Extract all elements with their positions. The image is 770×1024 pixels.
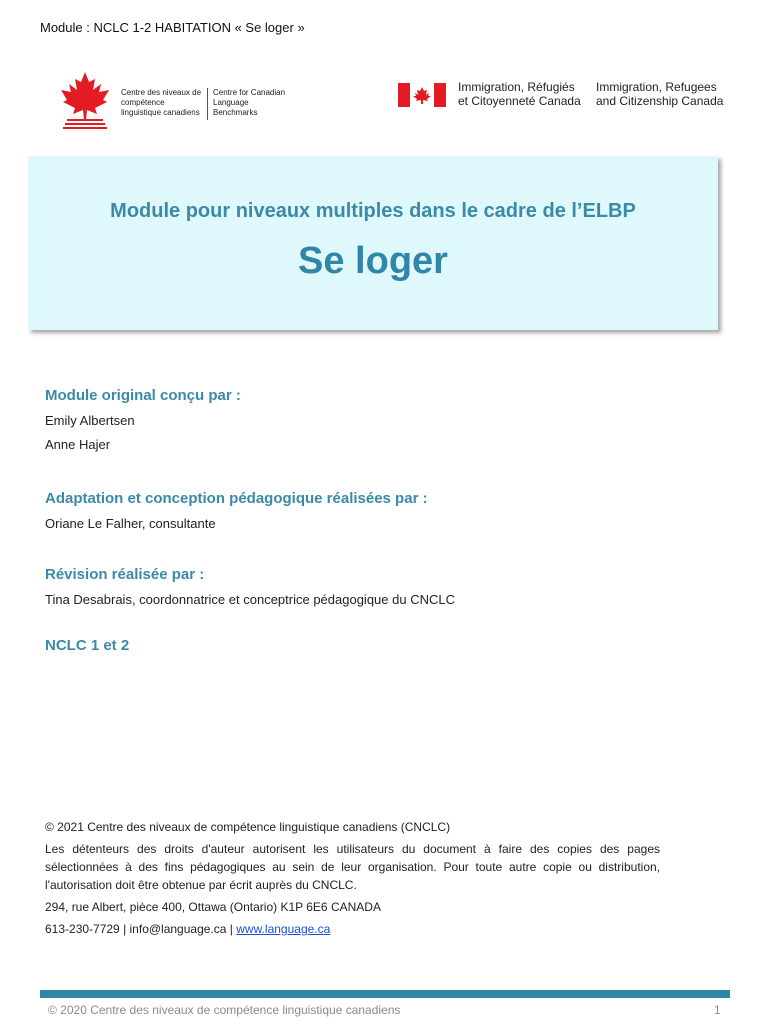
original-author-1: Emily Albertsen xyxy=(45,413,135,428)
module-header: Module : NCLC 1-2 HABITATION « Se loger » xyxy=(40,20,305,35)
revision-author: Tina Desabrais, coordonnatrice et conceptrice pédagogique du CNCLC xyxy=(45,592,455,607)
levels-heading: NCLC 1 et 2 xyxy=(45,637,130,654)
contact-line xyxy=(45,920,660,938)
cclb-logo xyxy=(55,70,295,130)
footer-bar xyxy=(40,990,730,998)
address-line: 294, rue Albert, pièce 400, Ottawa (Ontario) K1P 6E6 CANADA xyxy=(45,900,381,914)
contact-info: 613-230-7729 | info@language.ca | xyxy=(45,922,237,936)
cclb-name-fr: Centre des niveaux de compétence linguistique canadiens xyxy=(121,88,202,117)
adaptation-heading: Adaptation et conception pédagogique réalisées par : xyxy=(45,490,428,507)
original-heading: Module original conçu par : xyxy=(45,387,241,404)
footer-text: © 2020 Centre des niveaux de compétence linguistique canadiens xyxy=(48,1003,401,1017)
copyright-block xyxy=(45,818,660,942)
page-number: 1 xyxy=(714,1003,721,1017)
website-link[interactable]: www.language.ca xyxy=(236,922,331,936)
ircc-logo xyxy=(398,80,738,120)
copyright-line: © 2021 Centre des niveaux de compétence linguistique canadiens (CNCLC) xyxy=(45,820,451,834)
canada-flag-icon xyxy=(398,83,446,107)
maple-leaf-icon xyxy=(55,70,115,130)
original-author-2: Anne Hajer xyxy=(45,437,111,452)
ircc-name-en: Immigration, Refugees and Citizenship Canada xyxy=(596,80,724,108)
logo-divider xyxy=(207,88,208,120)
adaptation-author: Oriane Le Falher, consultante xyxy=(45,516,216,531)
title-box xyxy=(28,156,718,330)
copyright-paragraph: Les détenteurs des droits d'auteur autorisent les utilisateurs du document à faire des copies des pages sélectionnées à des fins pédagogiques au sein de leur organisation. Pour toute autre copie ou distribution, l'autorisation doit être obtenue par écrit auprès du CNCLC. xyxy=(45,842,660,892)
document-subtitle: Module pour niveaux multiples dans le cadre de l’ELBP xyxy=(110,200,636,222)
cclb-name-en: Centre for Canadian Language Benchmarks xyxy=(213,88,286,117)
ircc-name-fr: Immigration, Réfugiés et Citoyenneté Canada xyxy=(458,80,581,108)
revision-heading: Révision réalisée par : xyxy=(45,566,205,583)
document-title: Se loger xyxy=(298,240,448,282)
